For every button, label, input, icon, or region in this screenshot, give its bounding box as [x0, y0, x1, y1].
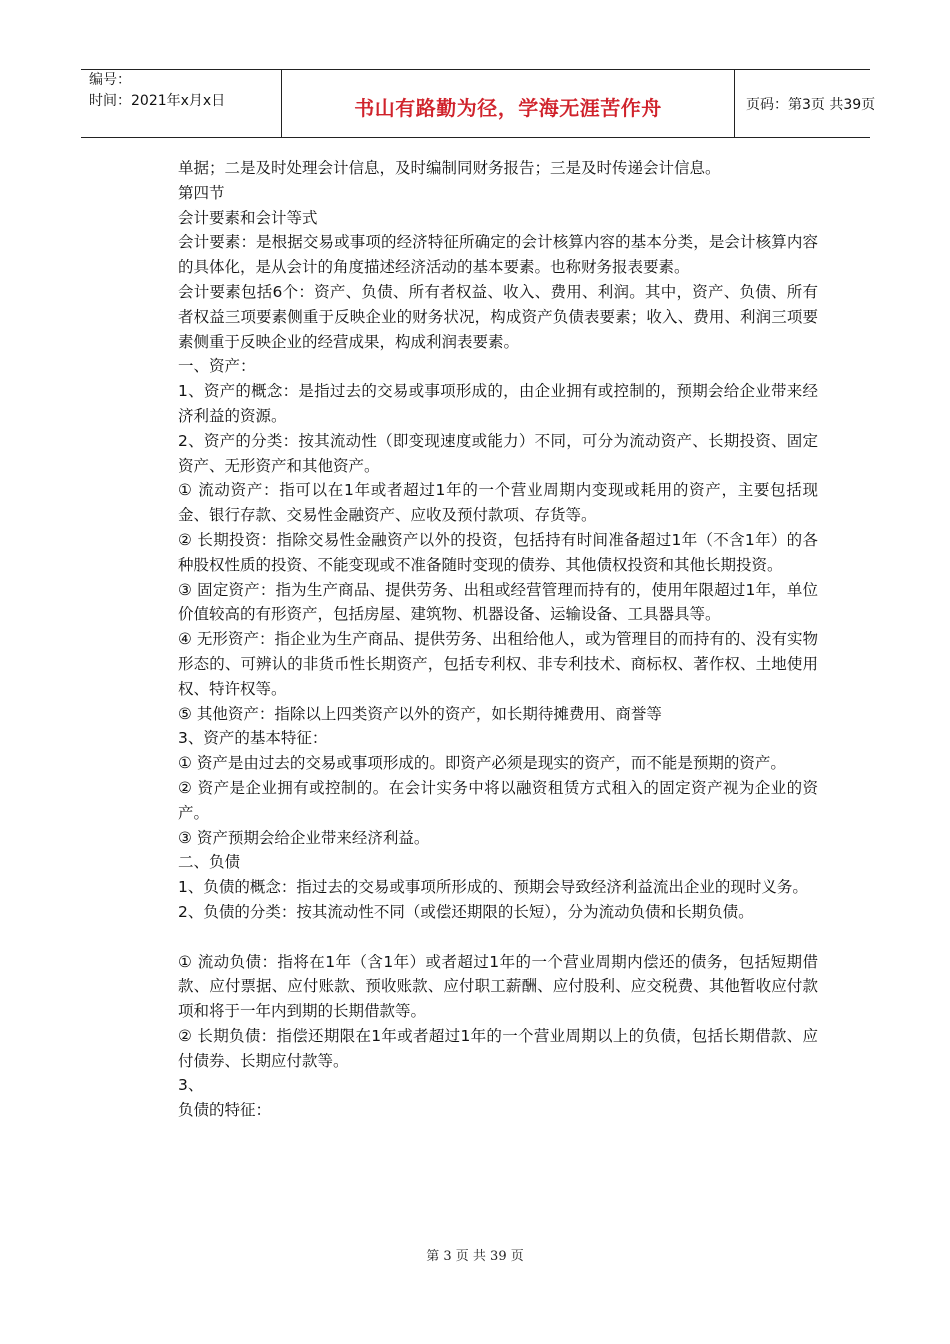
subheading: 二、负债: [178, 853, 241, 872]
subheading: 一、资产：: [178, 357, 256, 376]
document-body: [178, 156, 818, 1123]
list-item: ① 流动资产：指可以在1年或者超过1年的一个营业周期内变现或耗用的资产，主要包括现金、银行存款、交易性金融资产、应收及预付款项、存货等。: [178, 481, 818, 525]
list-item: ② 资产是企业拥有或控制的。在会计实务中将以融资租赁方式租入的固定资产视为企业的资产。: [178, 778, 818, 822]
list-item: ④ 无形资产：指企业为生产商品、提供劳务、出租给他人，或为管理目的而持有的、没有实物形态的、可辨认的非货币性长期资产，包括专利权、非专利技术、商标权、著作权、土地使用权、特许权等。: [178, 630, 818, 698]
header-page-cell: [736, 70, 876, 137]
header-motto: 书山有路勤为径，学海无涯苦作舟: [354, 96, 662, 120]
header-page-number: 页码：第3页 共39页: [746, 97, 876, 113]
header-motto-cell: [282, 70, 735, 137]
document-time-label: 时间：2021年x月x日: [89, 93, 226, 109]
subheading: 3、资产的基本特征：: [178, 729, 328, 748]
paragraph: 1、负债的概念：指过去的交易或事项所形成的、预期会导致经济利益流出企业的现时义务。: [178, 878, 808, 897]
section-title: 会计要素和会计等式: [178, 208, 318, 227]
list-item: ① 流动负债：指将在1年（含1年）或者超过1年的一个营业周期内偿还的债务，包括短期借款、应付票据、应付账款、预收账款、应付职工薪酬、应付股利、应交税费、其他暂收应付款项和将于一年内到期的长期借款等。: [178, 952, 818, 1021]
paragraph: 1、资产的概念：是指过去的交易或事项形成的，由企业拥有或控制的，预期会给企业带来经济利益的资源。: [178, 382, 818, 425]
paragraph: 单据；二是及时处理会计信息，及时编制同财务报告；三是及时传递会计信息。: [178, 159, 721, 177]
list-item: ② 长期负债：指偿还期限在1年或者超过1年的一个营业周期以上的负债，包括长期借款、应付债券、长期应付款等。: [178, 1026, 818, 1070]
list-item: ③ 资产预期会给企业带来经济利益。: [178, 828, 430, 847]
paragraph: 会计要素包括6个：资产、负债、所有者权益、收入、费用、利润。其中，资产、负债、所有者权益三项要素侧重于反映企业的财务状况，构成资产负债表要素；收入、费用、利润三项要素侧重于反映企业的经营成果，构成利润表要素。: [178, 282, 818, 351]
subheading: 负债的特征：: [178, 1101, 272, 1120]
section-number: 第四节: [178, 183, 225, 202]
page-header: [81, 69, 876, 138]
list-item: ① 资产是由过去的交易或事项形成的。即资产必须是现实的资产，而不能是预期的资产。: [178, 754, 786, 773]
list-item: ③ 固定资产：指为生产商品、提供劳务、出租或经营管理而持有的，使用年限超过1年，单位价值较高的有形资产，包括房屋、建筑物、机器设备、运输设备、工具器具等。: [178, 580, 818, 624]
paragraph: 会计要素：是根据交易或事项的经济特征所确定的会计核算内容的基本分类，是会计核算内容的具体化，是从会计的角度描述经济活动的基本要素。也称财务报表要素。: [178, 233, 818, 277]
header-meta-cell: [81, 70, 282, 137]
list-item: ② 长期投资：指除交易性金融资产以外的投资，包括持有时间准备超过1年（不含1年）的各种股权性质的投资、不能变现或不准备随时变现的债券、其他债权投资和其他长期投资。: [178, 530, 818, 574]
list-item: ⑤ 其他资产：指除以上四类资产以外的资产，如长期待摊费用、商誉等: [178, 704, 662, 723]
paragraph: 3、: [178, 1076, 204, 1095]
paragraph: 2、资产的分类：按其流动性（即变现速度或能力）不同，可分为流动资产、长期投资、固定资产、无形资产和其他资产。: [178, 431, 818, 475]
page-footer: 第 3 页 共 39 页: [426, 1249, 524, 1264]
document-number-label: 编号：: [89, 72, 131, 88]
paragraph: 2、负债的分类：按其流动性不同（或偿还期限的长短），分为流动负债和长期负债。: [178, 902, 754, 921]
